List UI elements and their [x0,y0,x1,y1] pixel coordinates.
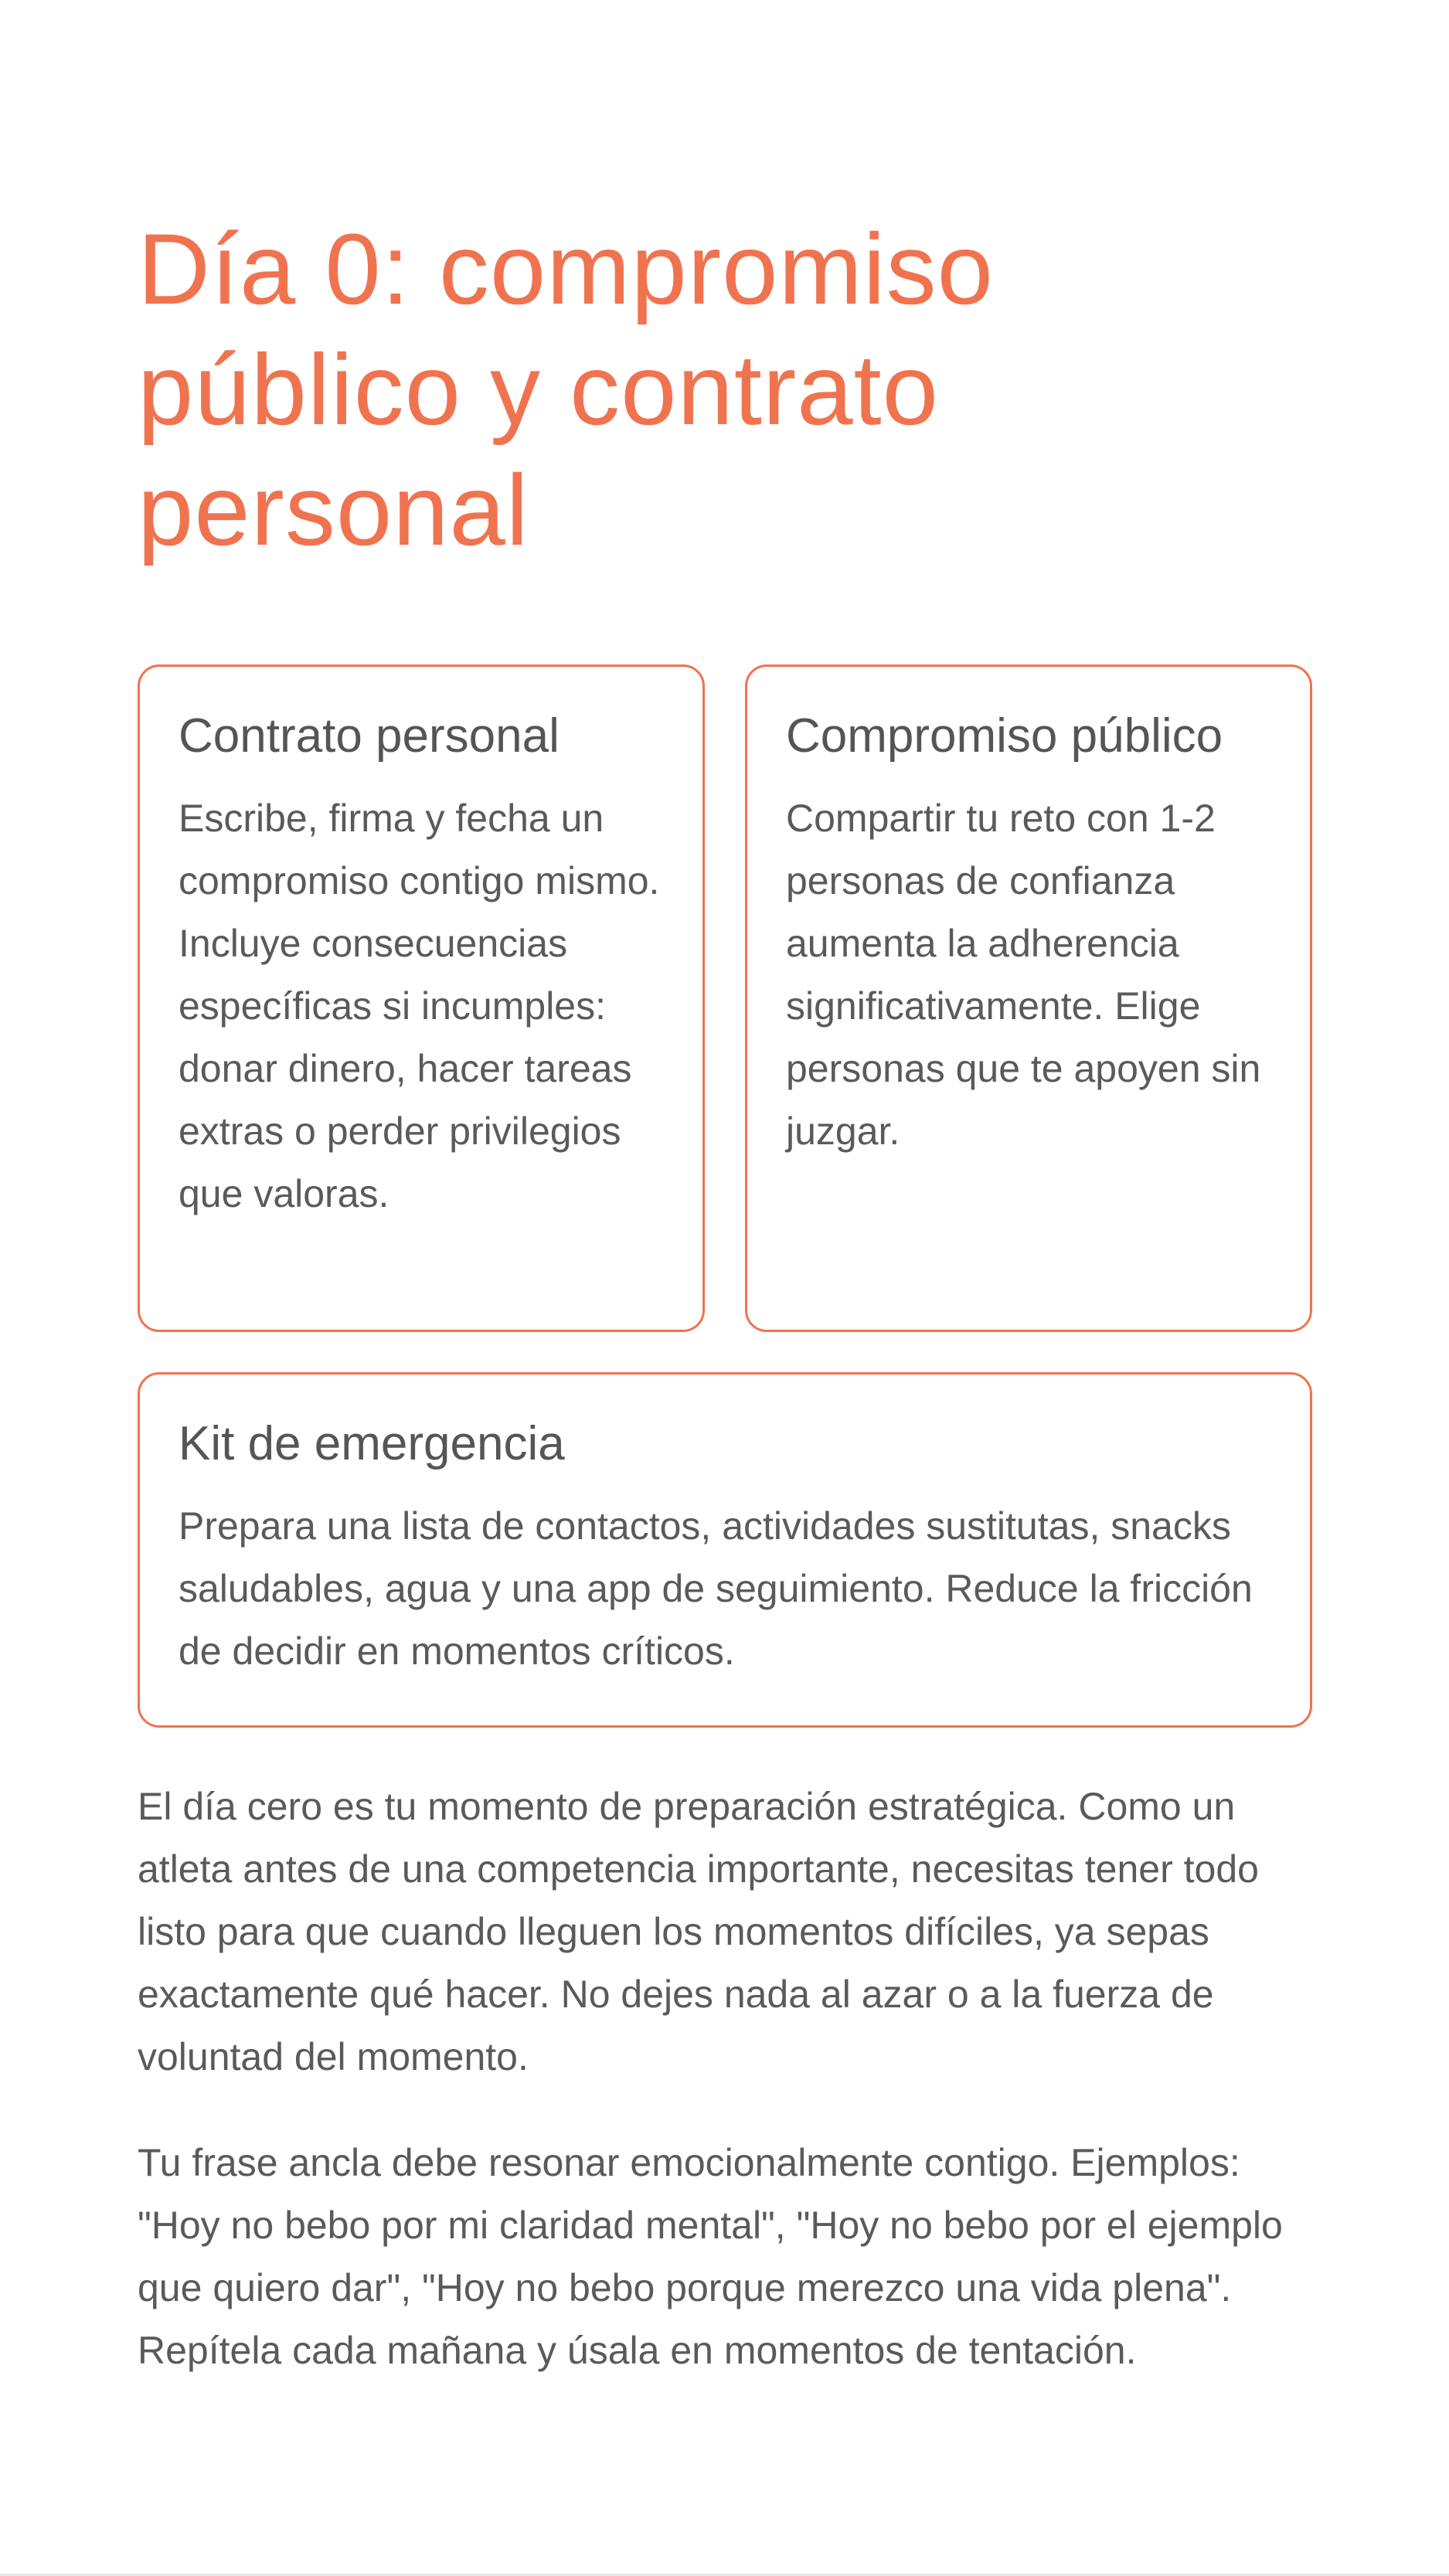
document-page [138,209,1312,2382]
card-body: Compartir tu reto con 1-2 personas de confianza aumenta la adherencia significativamente. Elige personas que te apoyen sin juzgar. [786,797,1261,1153]
card-body: Escribe, firma y fecha un compromiso contigo mismo. Incluye consecuencias específicas si incumples: donar dinero, hacer tareas extras o perder privilegios que valoras. [179,797,660,1215]
card-heading: Compromiso público [786,709,1223,763]
page-title: Día 0: compromiso público y contrato personal [138,212,994,566]
cards-row [138,664,1312,1332]
card-kit-de-emergencia [138,1372,1312,1728]
body-paragraph: Tu frase ancla debe resonar emocionalmente contigo. Ejemplos: "Hoy no bebo por mi claridad mental", "Hoy no bebo por el ejemplo que quiero dar", "Hoy no bebo porque merezco una vida plena". Repítela cada mañana y úsala en momentos de tentación. [138,2141,1283,2372]
card-heading: Contrato personal [179,709,560,763]
body-paragraph: El día cero es tu momento de preparación estratégica. Como un atleta antes de una competencia importante, necesitas tener todo listo para que cuando lleguen los momentos difíciles, ya sepas exactamente qué hacer. No dejes nada al azar o a la fuerza de voluntad del momento. [138,1785,1259,2078]
card-contrato-personal [138,664,705,1332]
card-body: Prepara una lista de contactos, actividades sustitutas, snacks saludables, agua y una app de seguimiento. Reduce la fricción de decidir en momentos críticos. [179,1504,1253,1673]
card-heading: Kit de emergencia [179,1417,565,1470]
card-compromiso-publico [745,664,1312,1332]
